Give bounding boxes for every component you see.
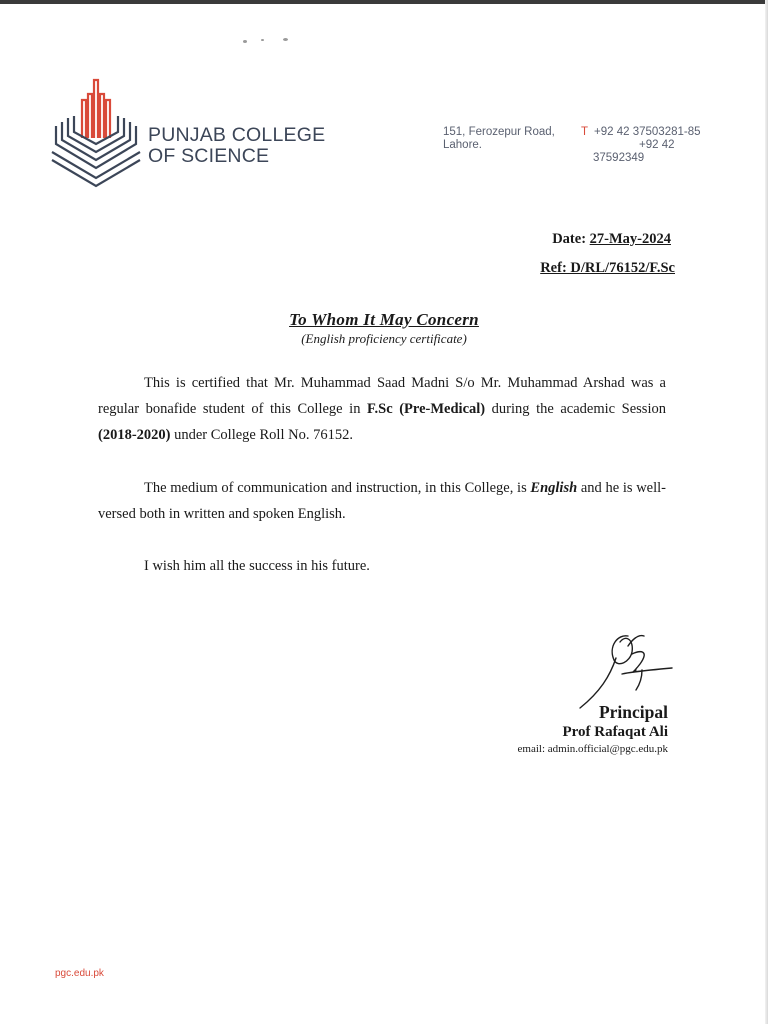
college-phone	[581, 126, 721, 165]
letter-date	[552, 231, 671, 248]
phone-line2: +92 42 37592349	[593, 139, 675, 164]
scan-edge-top	[0, 0, 768, 4]
paragraph-wishes: I wish him all the success in his future.	[144, 558, 370, 574]
phone-prefix: T	[581, 126, 589, 138]
letter-reference: Ref: D/RL/76152/F.Sc	[540, 260, 675, 276]
scan-speck	[243, 38, 293, 44]
date-value: 27-May-2024	[589, 231, 671, 247]
p1-text-a: This is certified that Mr. Muhammad Saad Madni S/o Mr. Muhammad Arshad was a regular bonafide student of this College in	[98, 375, 666, 417]
paragraph-medium	[98, 475, 666, 527]
signatory-name: Prof Rafaqat Ali	[562, 724, 668, 740]
signatory-email: email: admin.official@pgc.edu.pk	[517, 743, 668, 755]
paragraph-certification	[98, 370, 666, 448]
p1-text-c: under College Roll No. 76152.	[170, 427, 353, 443]
college-logo	[50, 78, 142, 188]
p1-text-b: during the academic Session	[485, 401, 666, 417]
college-name	[148, 125, 408, 167]
letter-subheading: (English proficiency certificate)	[301, 331, 467, 346]
date-label: Date:	[552, 231, 590, 247]
letter-heading: To Whom It May Concern	[289, 310, 479, 329]
p1-program: F.Sc (Pre-Medical)	[367, 401, 486, 417]
p2-text-a: The medium of communication and instruction, in this College, is	[144, 480, 531, 496]
footer-website: pgc.edu.pk	[55, 968, 104, 979]
college-name-line2: OF SCIENCE	[148, 145, 270, 167]
signatory-title: Principal	[598, 702, 668, 722]
p1-session: (2018-2020)	[98, 427, 171, 443]
p2-text-b: and he is well-versed both in written and spoken English.	[98, 480, 666, 522]
p2-language: English	[530, 480, 578, 496]
college-address	[443, 126, 573, 152]
phone-line1: +92 42 37503281-85	[594, 126, 701, 138]
address-line2: Lahore.	[443, 139, 483, 151]
address-line1: 151, Ferozepur Road,	[443, 126, 555, 138]
college-name-line1: PUNJAB COLLEGE	[148, 124, 326, 146]
